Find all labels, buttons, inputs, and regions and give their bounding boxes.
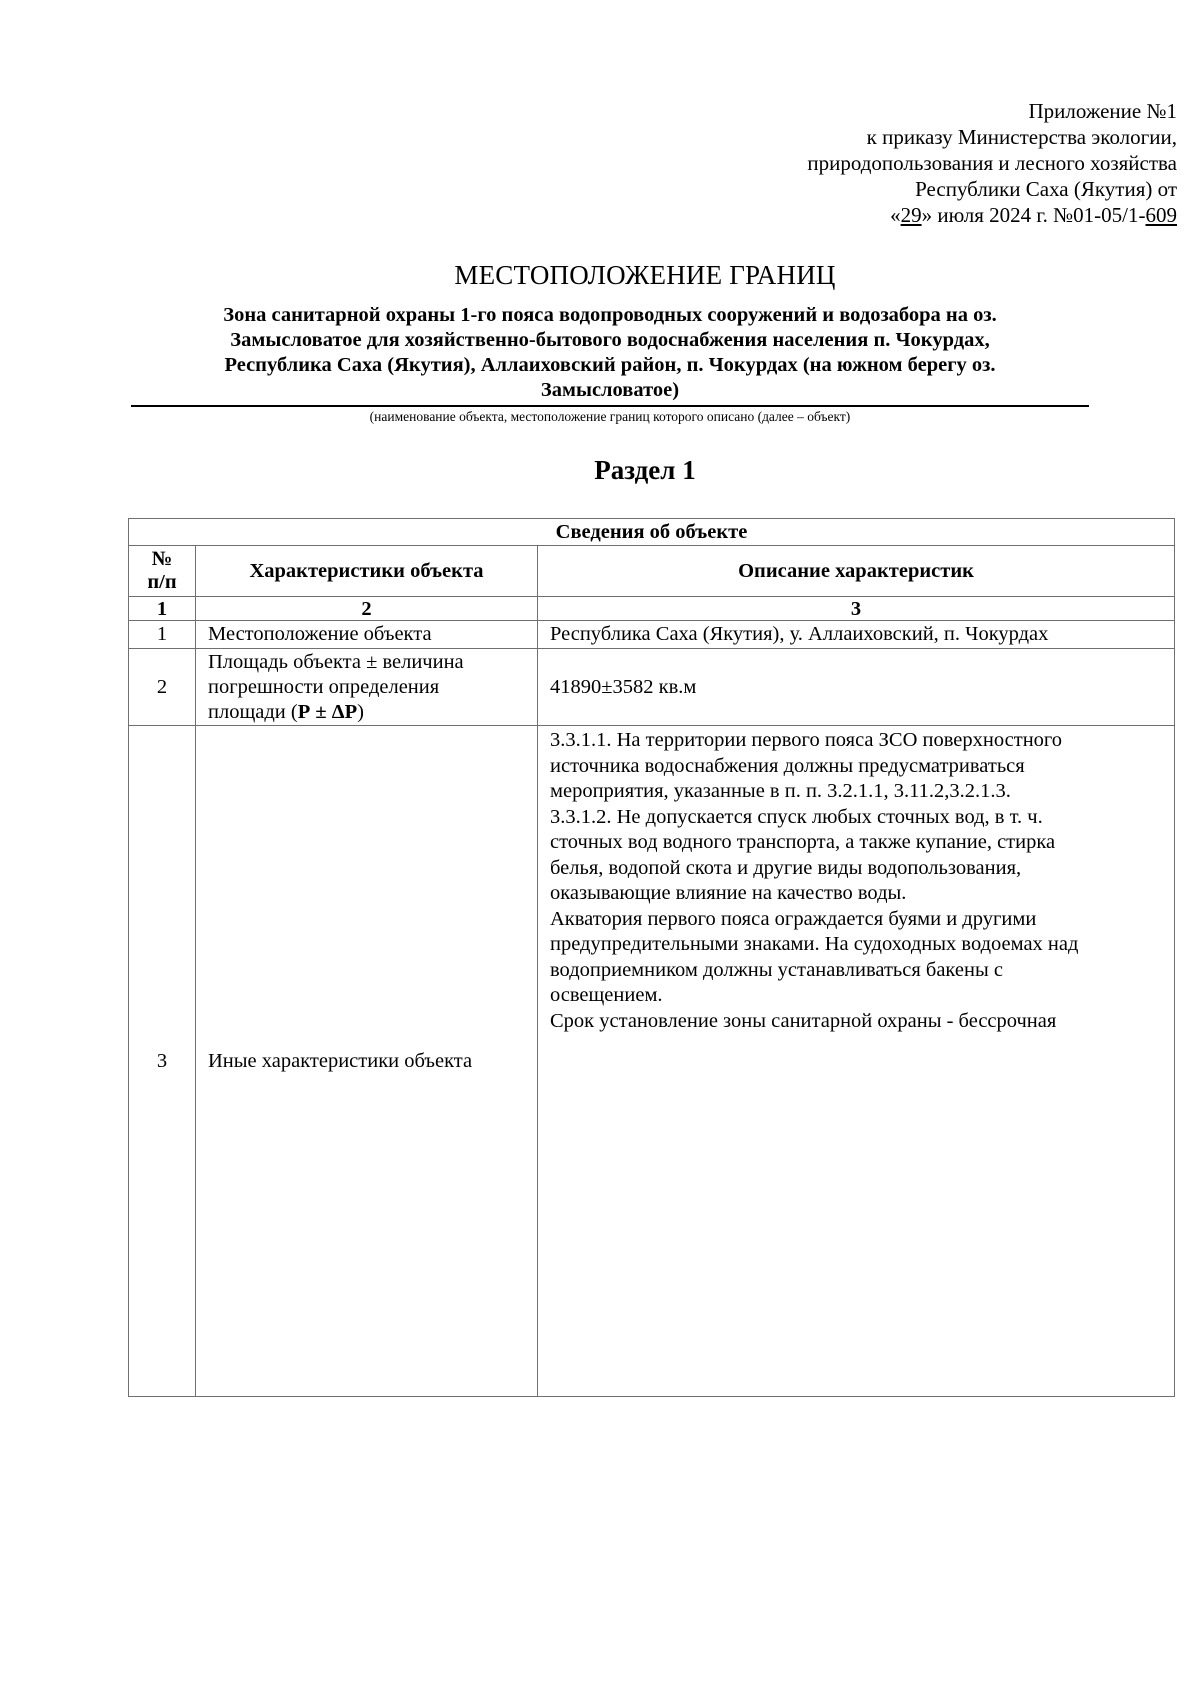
underline-rule (131, 405, 1089, 407)
row-description: 41890±3582 кв.м (538, 649, 1175, 726)
characteristic-line: погрешности определения (208, 675, 440, 698)
header-number (129, 546, 196, 597)
date-day: 29 (900, 203, 922, 227)
appendix-reference (807, 98, 1177, 228)
appendix-line: Приложение №1 (1028, 99, 1177, 123)
table-header-row (129, 546, 1175, 597)
appendix-line: Республики Саха (Якутия) от (915, 177, 1177, 201)
object-name (130, 303, 1090, 403)
document-title: МЕСТОПОЛОЖЕНИЕ ГРАНИЦ (454, 260, 836, 290)
description-line: Срок установление зоны санитарной охраны - бессрочная (550, 1009, 1057, 1032)
column-number-row (129, 597, 1175, 621)
appendix-date-line (807, 202, 1177, 228)
row-description (538, 726, 1175, 1397)
date-mid: » июля 2024 г. №01-05/1- (921, 203, 1146, 227)
description-line: 3.3.1.1. На территории первого пояса ЗСО поверхностного (550, 729, 1063, 751)
header-characteristic: Характеристики объекта (196, 546, 538, 597)
description-line: источника водоснабжения должны предусматриваться (550, 754, 1025, 777)
characteristic-line: Площадь объекта ± величина (208, 650, 464, 673)
table-row (129, 726, 1175, 1397)
row-description: Республика Саха (Якутия), у. Аллаиховский, п. Чокурдах (538, 621, 1175, 649)
description-line: оказывающие влияние на качество воды. (550, 882, 907, 904)
object-name-line: Республика Саха (Якутия), Аллаиховский район, п. Чокурдах (на южном берегу оз. (224, 354, 996, 376)
row-number: 2 (129, 649, 196, 726)
order-number: 609 (1145, 203, 1177, 227)
table-row (129, 621, 1175, 649)
characteristic-text: площади ( (208, 700, 298, 723)
object-name-line: Зона санитарной охраны 1-го пояса водопроводных сооружений и водозабора на оз. (223, 304, 997, 326)
appendix-line: природопользования и лесного хозяйства (807, 151, 1177, 175)
description-line: предупредительными знаками. На судоходных водоемах над (550, 933, 1079, 955)
row-number: 1 (129, 621, 196, 649)
header-description: Описание характеристик (538, 546, 1175, 597)
column-number: 2 (196, 597, 538, 621)
description-line: водоприемником должны устанавливаться бакены с (550, 958, 1003, 981)
appendix-line: к приказу Министерства экологии, (866, 125, 1177, 149)
section-title: Раздел 1 (594, 455, 696, 485)
description-line: белья, водопой скота и другие виды водопользования, (550, 856, 1022, 879)
object-name-caption: (наименование объекта, местоположение границ которого описано (далее – объект) (369, 409, 851, 424)
table-caption: Сведения об объекте (129, 519, 1175, 546)
area-formula: Р ± ΔР (297, 700, 358, 723)
table-row (129, 649, 1175, 726)
column-number: 3 (538, 597, 1175, 621)
row-characteristic: Иные характеристики объекта (196, 726, 538, 1397)
description-line: 3.3.1.2. Не допускается спуск любых сточных вод, в т. ч. (550, 805, 1043, 828)
column-number: 1 (129, 597, 196, 621)
object-name-line: Замысловатое для хозяйственно-бытового водоснабжения населения п. Чокурдах, (230, 329, 990, 351)
header-number-abbr: п/п (147, 571, 177, 593)
date-open: « (890, 203, 901, 227)
object-info-table (128, 518, 1175, 1397)
description-line: освещением. (550, 984, 663, 1006)
description-line: сточных вод водного транспорта, а также купание, стирка (550, 831, 1056, 853)
row-characteristic: Местоположение объекта (196, 621, 538, 649)
row-characteristic (196, 649, 538, 726)
row-number: 3 (129, 726, 196, 1397)
description-line: Акватория первого пояса ограждается буями и другими (550, 907, 1037, 930)
characteristic-text: ) (357, 700, 364, 723)
characteristic-line (208, 700, 529, 725)
description-line: мероприятия, указанные в п. п. 3.2.1.1, 3.11.2,3.2.1.3. (550, 780, 1011, 802)
header-number-sign: № (151, 548, 173, 570)
object-name-line: Замысловатое) (540, 379, 680, 401)
